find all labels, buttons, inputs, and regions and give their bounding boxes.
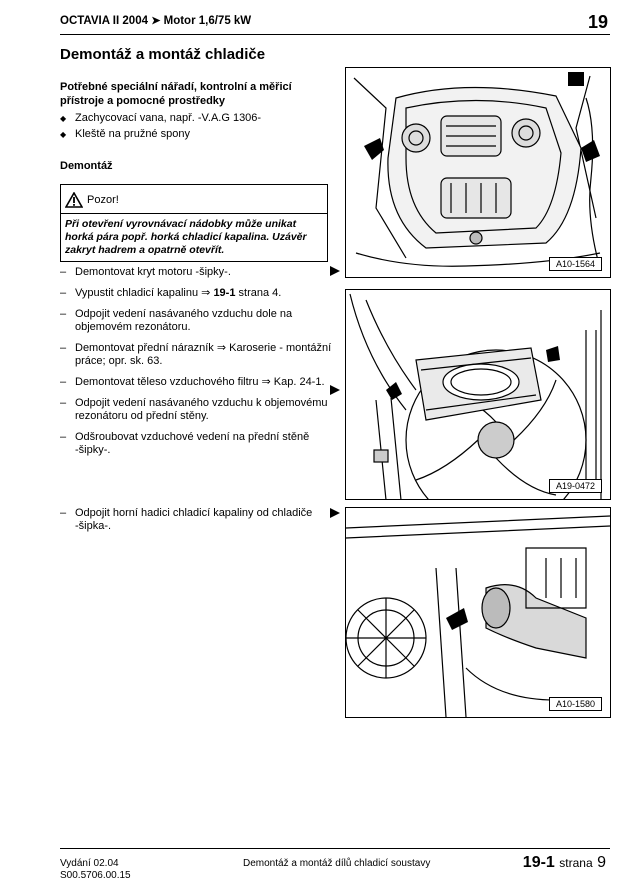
steps-list-a [60,266,335,457]
header-page-number: 19 [588,12,609,32]
list-item: – Odpojit horní hadici chladicí kapaliny od chladiče -šipka-. [60,507,335,533]
step-text: Odšroubovat vzduchové vedení na přední stěně -šipky-. [75,431,310,456]
warning-divider [61,213,327,214]
pointer-arrow-icon [330,266,340,276]
diamond-bullet-icon: ◆ [60,130,67,139]
engine-cover-illustration [346,68,610,277]
warning-box [60,184,328,262]
page-header [60,14,251,27]
footer-page: 19-1 strana 9 [522,854,606,871]
warning-title-row [65,192,119,208]
step-text: Odpojit vedení nasávaného vzduchu k objemovému rezonátoru od přední stěny. [75,397,328,422]
tools-heading: Potřebné speciální nářadí, kontrolní a měřicí přístroje a pomocné prostředky [60,81,292,107]
step-text: Vypustit chladicí kapalinu ⇒ 19-1 strana 4. [75,287,282,299]
warning-triangle-icon [65,192,83,208]
page-title: Demontáž a montáž chladiče [60,46,266,63]
coolant-hose-illustration [346,508,610,717]
step-text: Odpojit vedení nasávaného vzduchu dole na objemovém rezonátoru. [75,308,293,333]
list-item: – Odšroubovat vzduchové vedení na přední stěně -šipky-. [60,431,335,457]
diamond-bullet-icon: ◆ [60,114,67,123]
tools-list [60,112,335,141]
step-text: Odpojit horní hadici chladicí kapaliny od chladiče -šipka-. [75,507,313,532]
list-item: – Odpojit vedení nasávaného vzduchu dole na objemovém rezonátoru. [60,308,335,334]
footer-title: Demontáž a montáž dílů chladicí soustavy [243,858,431,869]
warning-text: Při otevření vyrovnávací nádobky může unikat horká pára popř. horká chladicí kapalina. Uzávěr zakryt hadrem a opatrně otevřít. [65,218,307,256]
list-item [60,112,335,125]
step-text: Demontovat těleso vzduchového filtru ⇒ Kap. 24-1. [75,376,325,388]
figure-label: A19-0472 [549,479,602,493]
list-item: – Odpojit vedení nasávaného vzduchu k objemovému rezonátoru od přední stěny. [60,397,335,423]
arrow-right-icon: ➤ [151,15,161,27]
tool-item: Kleště na pružné spony [75,128,190,140]
step-text: Demontovat přední nárazník ⇒ Karoserie - montážní práce; opr. sk. 63. [75,342,332,367]
section-heading-removal: Demontáž [60,160,113,172]
pointer-arrow-icon [330,508,340,518]
list-item: – Demontovat kryt motoru -šipky-. [60,266,231,278]
footer-edition: Vydání 02.04 S00.5706.00.15 [60,858,131,881]
step-text: Demontovat kryt motoru -šipky-. [75,266,231,278]
footer-rule [60,848,610,849]
tool-item: Zachycovací vana, např. -V.A.G 1306- [75,112,262,124]
header-model: OCTAVIA II 2004 [60,15,148,27]
figure-engine-cover [345,67,611,278]
figure-label: A10-1564 [549,257,602,271]
list-item: – Demontovat těleso vzduchového filtru ⇒ Kap. 24-1. [60,376,325,388]
figure-coolant-hose [345,507,611,718]
header-engine: Motor 1,6/75 kW [163,15,252,27]
header-rule [60,34,610,35]
list-item [60,128,335,141]
steps-list-b [60,507,335,533]
figure-label: A10-1580 [549,697,602,711]
pointer-arrow-icon [330,385,340,395]
list-item: – Demontovat přední nárazník ⇒ Karoserie - montážní práce; opr. sk. 63. [60,342,335,368]
list-item: – Vypustit chladicí kapalinu ⇒ 19-1 strana 4. [60,287,282,299]
figure-air-duct [345,289,611,500]
warning-title: Pozor! [87,194,119,206]
air-duct-illustration [346,290,610,499]
